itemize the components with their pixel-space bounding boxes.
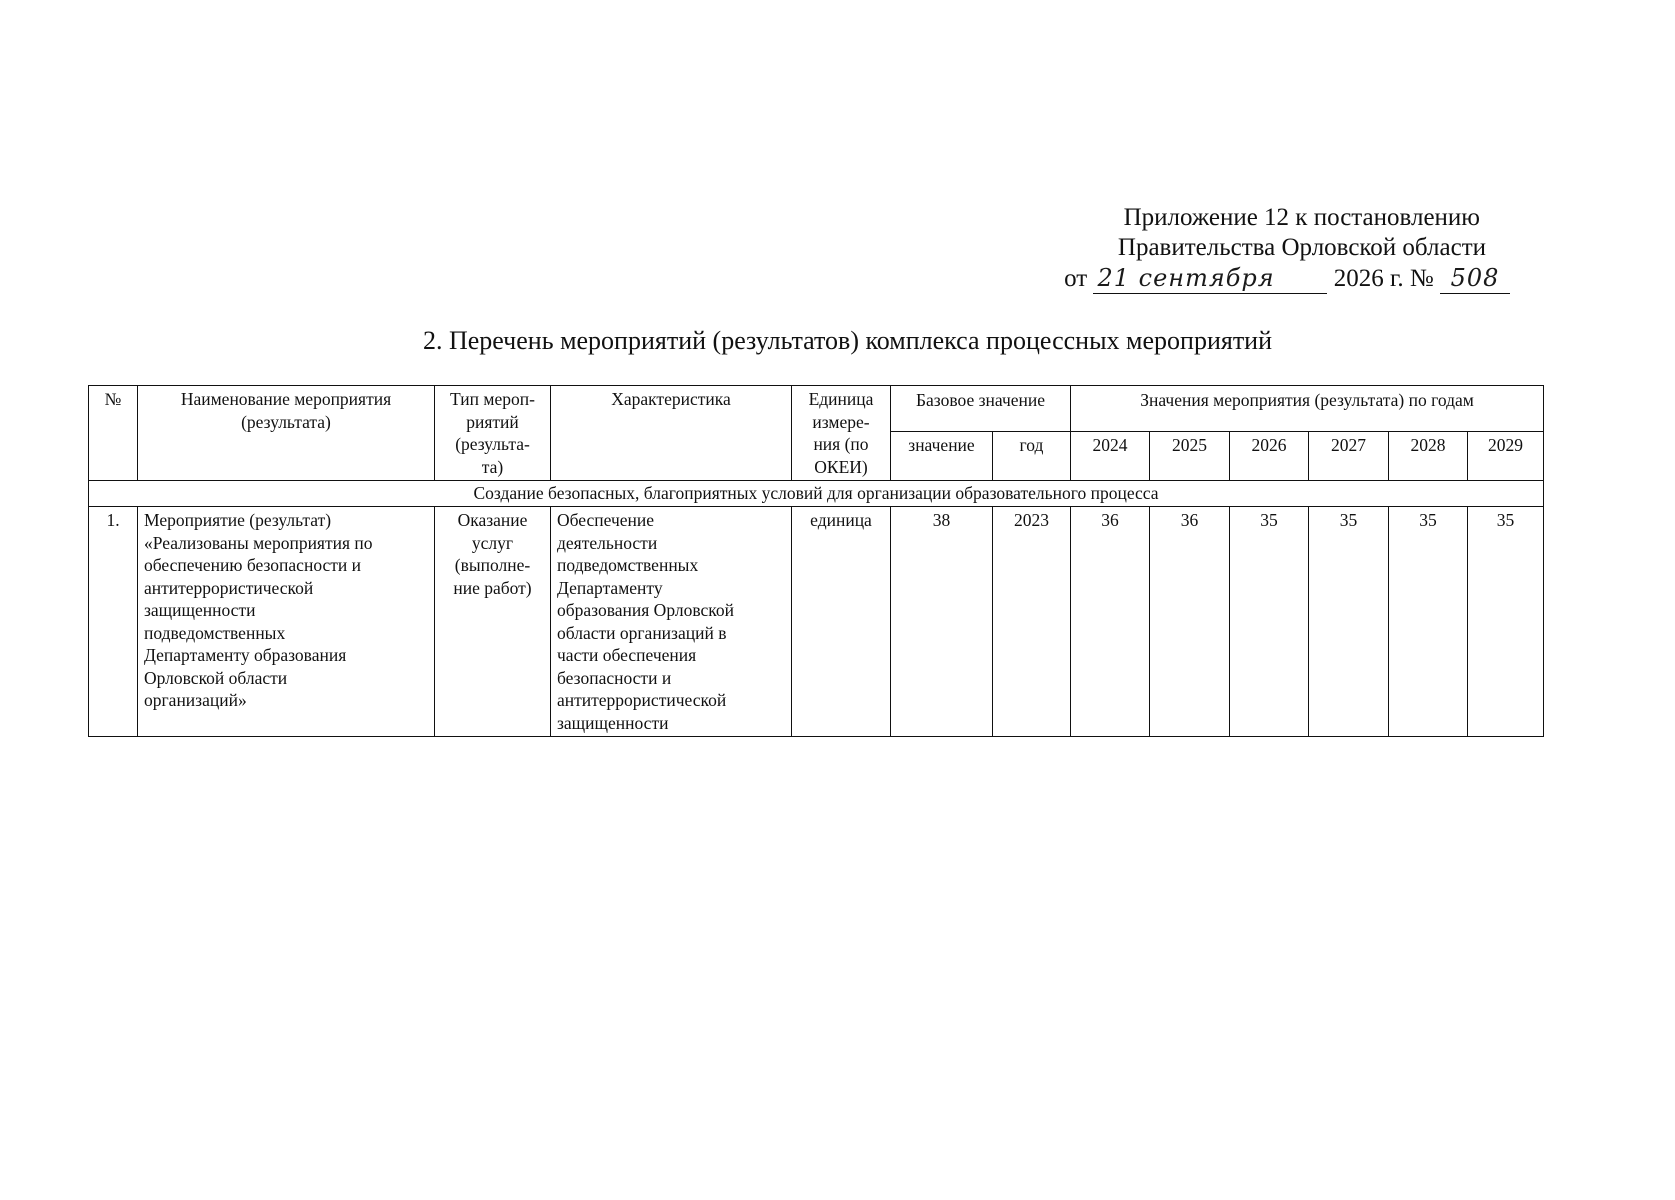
row-unit: единица: [792, 507, 891, 737]
appendix-year: 2026 г. №: [1333, 265, 1434, 292]
row-characteristic: Обеспечение деятельности подведомственных Департаменту образования Орловской области организаций в части обеспечения безопасности и антитеррористической защищенности: [551, 507, 792, 737]
document-title: 2. Перечень мероприятий (результатов) комплекса процессных мероприятий: [422, 326, 1273, 355]
header-year-2028: 2028: [1389, 432, 1468, 481]
header-row-1: [89, 386, 1544, 432]
row-type: Оказание услуг (выполне- ние работ): [435, 507, 551, 737]
appendix-line-2: Правительства Орловской области: [1117, 234, 1486, 261]
row-base-year: 2023: [993, 507, 1071, 737]
appendix-header: [1040, 203, 1510, 294]
appendix-line-1: Приложение 12 к постановлению: [1123, 204, 1480, 231]
header-base-group: Базовое значение: [891, 386, 1071, 432]
row-base-value: 38: [891, 507, 993, 737]
row-num: 1.: [89, 507, 138, 737]
header-name: Наименование мероприятия (результата): [138, 386, 435, 481]
header-year-2027: 2027: [1309, 432, 1389, 481]
header-unit: Единица измере- ния (по ОКЕИ): [792, 386, 891, 481]
header-year-2029: 2029: [1468, 432, 1544, 481]
row-name: Мероприятие (результат) «Реализованы мероприятия по обеспечению безопасности и антитеррористической защищенности подведомственных Департаменту образования Орловской области организаций»: [138, 507, 435, 737]
table-row: [89, 507, 1544, 737]
row-value-2026: 35: [1230, 507, 1309, 737]
header-year-2024: 2024: [1071, 432, 1150, 481]
header-years-group: Значения мероприятия (результата) по годам: [1071, 386, 1544, 432]
row-value-2024: 36: [1071, 507, 1150, 737]
handwritten-date: 21 сентября: [1093, 263, 1327, 294]
appendix-date-line: [1040, 263, 1510, 294]
row-value-2029: 35: [1468, 507, 1544, 737]
header-characteristic: Характеристика: [551, 386, 792, 481]
row-value-2025: 36: [1150, 507, 1230, 737]
header-base-value: значение: [891, 432, 993, 481]
header-base-year: год: [993, 432, 1071, 481]
handwritten-number: 508: [1440, 263, 1510, 294]
section-row: [89, 481, 1544, 507]
header-type: Тип мероп- риятий (результа- та): [435, 386, 551, 481]
section-title: Создание безопасных, благоприятных условий для организации образовательного процесса: [89, 481, 1544, 507]
header-year-2026: 2026: [1230, 432, 1309, 481]
header-year-2025: 2025: [1150, 432, 1230, 481]
row-value-2028: 35: [1389, 507, 1468, 737]
appendix-ot: от: [1064, 265, 1088, 292]
row-value-2027: 35: [1309, 507, 1389, 737]
header-num: №: [89, 386, 138, 481]
measures-table: [88, 385, 1544, 737]
